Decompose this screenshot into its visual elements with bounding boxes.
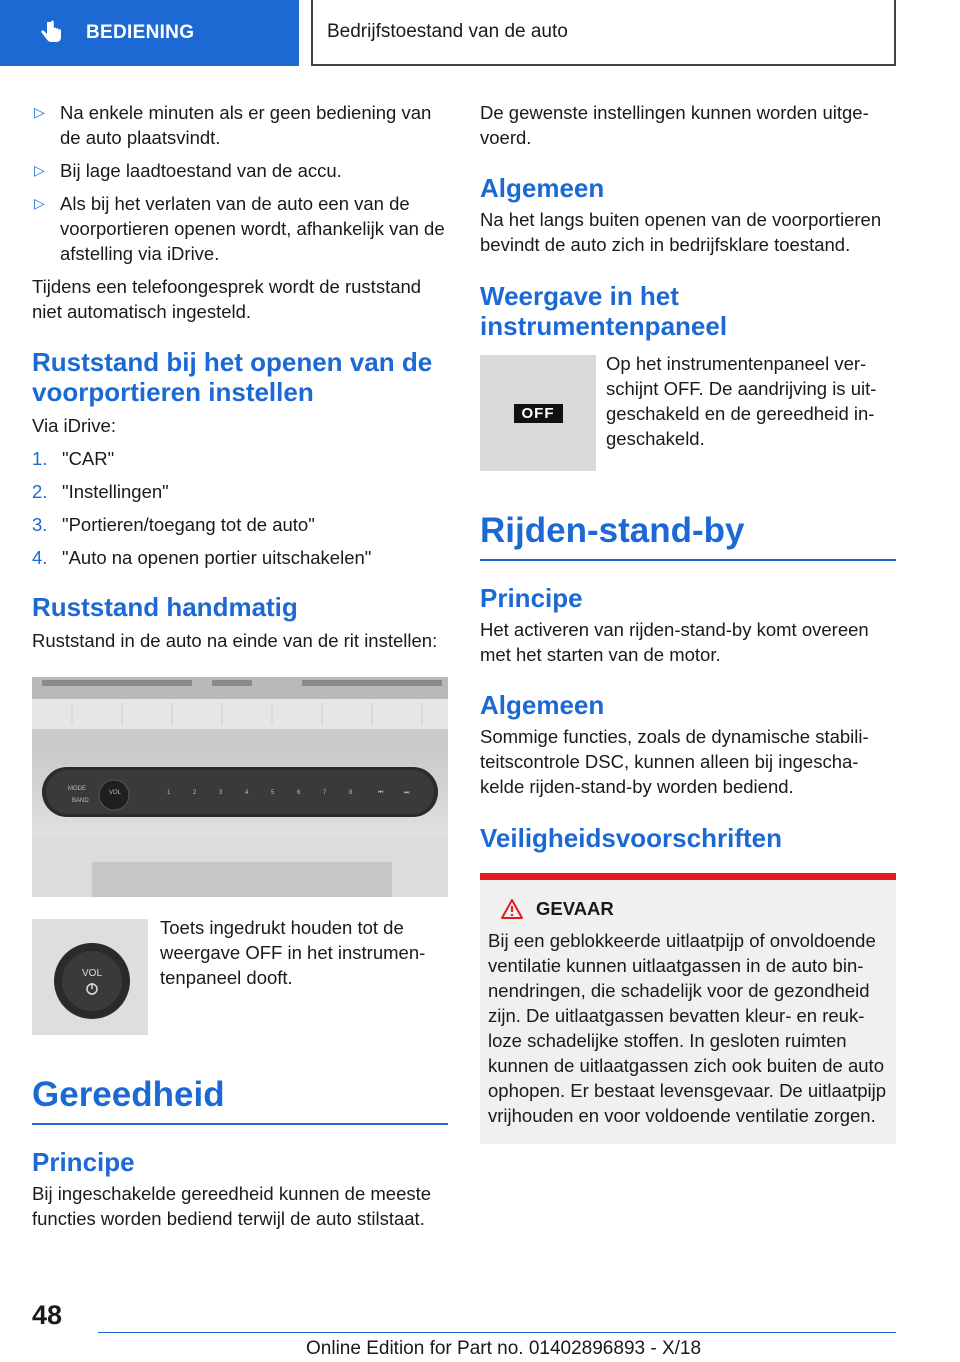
steps-list	[32, 446, 448, 570]
chapter-header	[311, 0, 896, 66]
off-figure	[480, 355, 896, 471]
vol-knob-photo	[32, 919, 148, 1035]
radio-panel-photo	[32, 677, 448, 897]
paragraph: Op het instrumentenpaneel verschijnt OFF. De aandrijving is uitgeschakeld en de gereedheid ingeschakeld.	[606, 353, 877, 449]
danger-box	[480, 873, 896, 1144]
heading-ruststand-handmatig: Ruststand handmatig	[32, 592, 298, 622]
footer-rule	[98, 1332, 896, 1333]
heading-algemeen: Algemeen	[480, 173, 605, 203]
paragraph: Ruststand in de auto na einde van de rit instellen:	[32, 630, 438, 651]
svg-text:MODE: MODE	[68, 786, 86, 792]
heading-principe: Principe	[32, 1147, 135, 1177]
svg-text:6: 6	[297, 790, 301, 796]
danger-title: GEVAAR	[500, 898, 888, 920]
edition-note: Online Edition for Part no. 01402896893 - X/18	[306, 1338, 702, 1359]
svg-text:1: 1	[167, 790, 171, 796]
chapter-title: Bedrijfstoestand van de auto	[327, 21, 568, 42]
svg-text:4: 4	[245, 790, 249, 796]
bullet-list	[32, 100, 448, 266]
heading-rule	[480, 559, 896, 561]
list-item: 4. "Auto na openen portier uitschakelen"	[32, 547, 372, 568]
header-section-tab	[0, 0, 299, 66]
svg-text:⏮: ⏮	[378, 790, 384, 796]
triangle-bullet-icon: ▷	[34, 195, 45, 211]
list-item: 3. "Portieren/toegang tot de auto"	[32, 514, 315, 535]
page-number: 48	[32, 1300, 63, 1330]
triangle-bullet-icon: ▷	[34, 104, 45, 120]
list-item: ▷ Bij lage laadtoestand van de accu.	[34, 160, 342, 181]
section-title: BEDIENING	[86, 22, 195, 43]
paragraph: Sommige functies, zoals de dynamische stabiliteitscontrole DSC, kunnen alleen bij ingeschakelde rijden-stand-by worden bediend.	[480, 726, 869, 797]
paragraph: Tijdens een telefoongesprek wordt de ruststand niet automatisch ingesteld.	[32, 276, 422, 322]
svg-text:VOL: VOL	[82, 968, 103, 979]
heading-principe: Principe	[480, 583, 583, 613]
svg-text:8: 8	[349, 790, 353, 796]
warning-triangle-icon	[500, 898, 524, 920]
svg-text:BAND: BAND	[72, 798, 89, 804]
paragraph: De gewenste instellingen kunnen worden uitgevoerd.	[480, 102, 869, 148]
danger-text: Bij een geblokkeerde uitlaatpijp of onvoldoende ventilatie kunnen uitlaatgassen in de auto binnendringen, die schadelijk voor de gezondheid zijn. De uitlaatgassen bevatten kleur- en reukloze schadelijke stoffen. In gesloten ruimten kunnen de uitlaatgassen zich ook buiten de auto ophopen. Er bestaat levensgevaar. De uitlaatpijp vrijhouden en voor voldoende ventilatie zorgen.	[488, 930, 887, 1126]
off-display-photo	[480, 355, 596, 471]
triangle-bullet-icon: ▷	[34, 162, 45, 178]
list-item: ▷ Na enkele minuten als er geen bediening van de auto plaatsvindt.	[34, 102, 432, 148]
off-indicator-badge: OFF	[514, 404, 563, 423]
svg-text:7: 7	[323, 790, 327, 796]
svg-text:5: 5	[271, 790, 275, 796]
heading-veiligheid: Veiligheidsvoorschriften	[480, 823, 782, 853]
svg-text:2: 2	[193, 790, 197, 796]
radio-panel-illustration	[32, 677, 448, 897]
heading-rule	[32, 1123, 448, 1125]
volume-knob-icon	[32, 919, 148, 1035]
heading-weergave: Weergave in het instrumentenpaneel	[480, 281, 728, 341]
list-item: 2. "Instellingen"	[32, 481, 169, 502]
knob-caption: Toets ingedrukt houden tot de weergave OFF in het instrumentenpaneel dooft.	[160, 917, 426, 988]
paragraph: Na het langs buiten openen van de voorportieren bevindt de auto zich in bedrijfsklare toestand.	[480, 209, 882, 255]
left-column	[32, 100, 448, 1231]
heading-gereedheid: Gereedheid	[32, 1075, 225, 1114]
paragraph: Via iDrive:	[32, 415, 116, 436]
right-column	[480, 100, 896, 1144]
knob-figure	[32, 919, 448, 1035]
heading-ruststand-open: Ruststand bij het openen van de voorportieren instellen	[32, 347, 433, 407]
heading-algemeen: Algemeen	[480, 690, 605, 720]
list-item: ▷ Als bij het verlaten van de auto een van de voorportieren openen wordt, afhankelijk van de afstelling via iDrive.	[34, 193, 445, 264]
list-item: 1. "CAR"	[32, 448, 115, 469]
paragraph: Het activeren van rijden-stand-by komt overeen met het starten van de motor.	[480, 619, 869, 665]
svg-text:VOL: VOL	[109, 790, 122, 796]
paragraph: Bij ingeschakelde gereedheid kunnen de meeste functies worden bediend terwijl de auto stilstaat.	[32, 1183, 432, 1229]
heading-rijden-stand-by: Rijden-stand-by	[480, 511, 745, 550]
svg-text:3: 3	[219, 790, 223, 796]
svg-text:⏭: ⏭	[404, 790, 410, 796]
hand-touch-icon	[36, 18, 66, 48]
